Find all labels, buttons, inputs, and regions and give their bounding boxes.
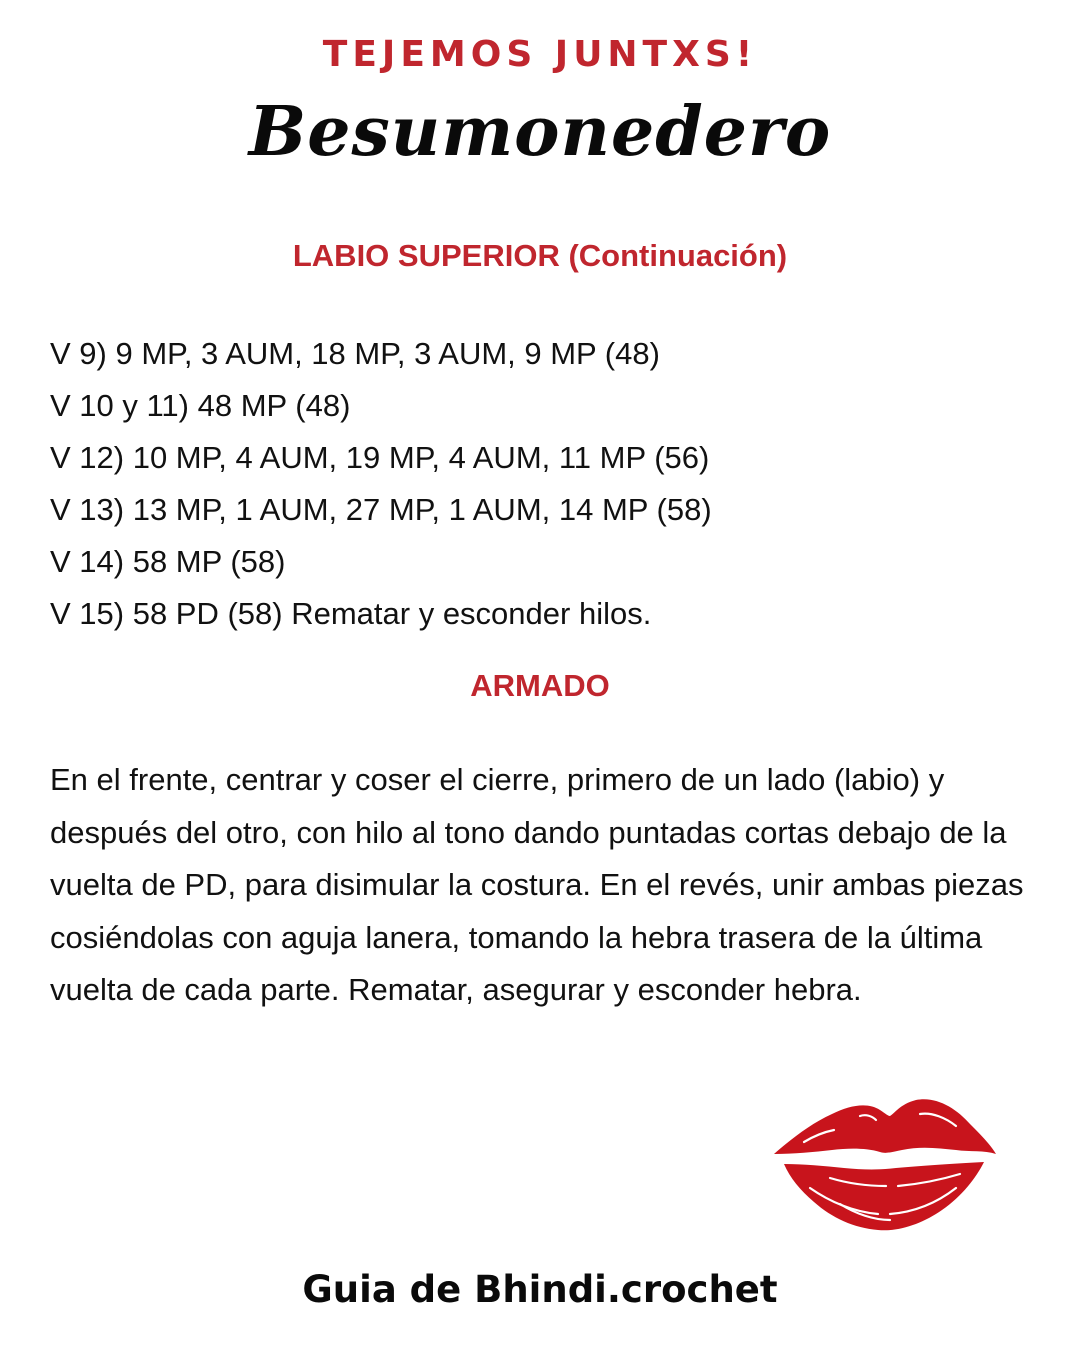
section-heading-labio: LABIO SUPERIOR (Continuación) — [292, 238, 788, 273]
page-title: Besumonedero — [248, 92, 832, 172]
section-heading-armado: ARMADO — [470, 668, 610, 703]
pattern-row: V 12) 10 MP, 4 AUM, 19 MP, 4 AUM, 11 MP (56) — [50, 440, 710, 475]
pattern-row: V 13) 13 MP, 1 AUM, 27 MP, 1 AUM, 14 MP (58) — [50, 492, 712, 527]
pattern-row: V 10 y 11) 48 MP (48) — [50, 388, 351, 423]
armado-instructions: En el frente, centrar y coser el cierre, primero de un lado (labio) y después del otro, con hilo al tono dando puntadas cortas debajo de la vuelta de PD, para disimular la costura. En el revés, unir ambas piezas cosiéndolas con aguja lanera, tomando la hebra trasera de la última vuelta de cada parte. Rematar, asegurar y esconder hebra. — [50, 762, 1024, 1007]
pattern-row: V 9) 9 MP, 3 AUM, 18 MP, 3 AUM, 9 MP (48) — [50, 336, 660, 371]
pattern-rows-list — [50, 328, 1040, 640]
lips-shape — [774, 1099, 996, 1230]
pattern-row: V 14) 58 MP (58) — [50, 544, 286, 579]
lips-kiss-icon — [770, 1092, 1000, 1234]
footer-credit: Guia de Bhindi.crochet — [302, 1268, 778, 1311]
pattern-row: V 15) 58 PD (58) Rematar y esconder hilos. — [50, 596, 652, 631]
header-kicker: TEJEMOS JUNTXS! — [322, 34, 758, 75]
